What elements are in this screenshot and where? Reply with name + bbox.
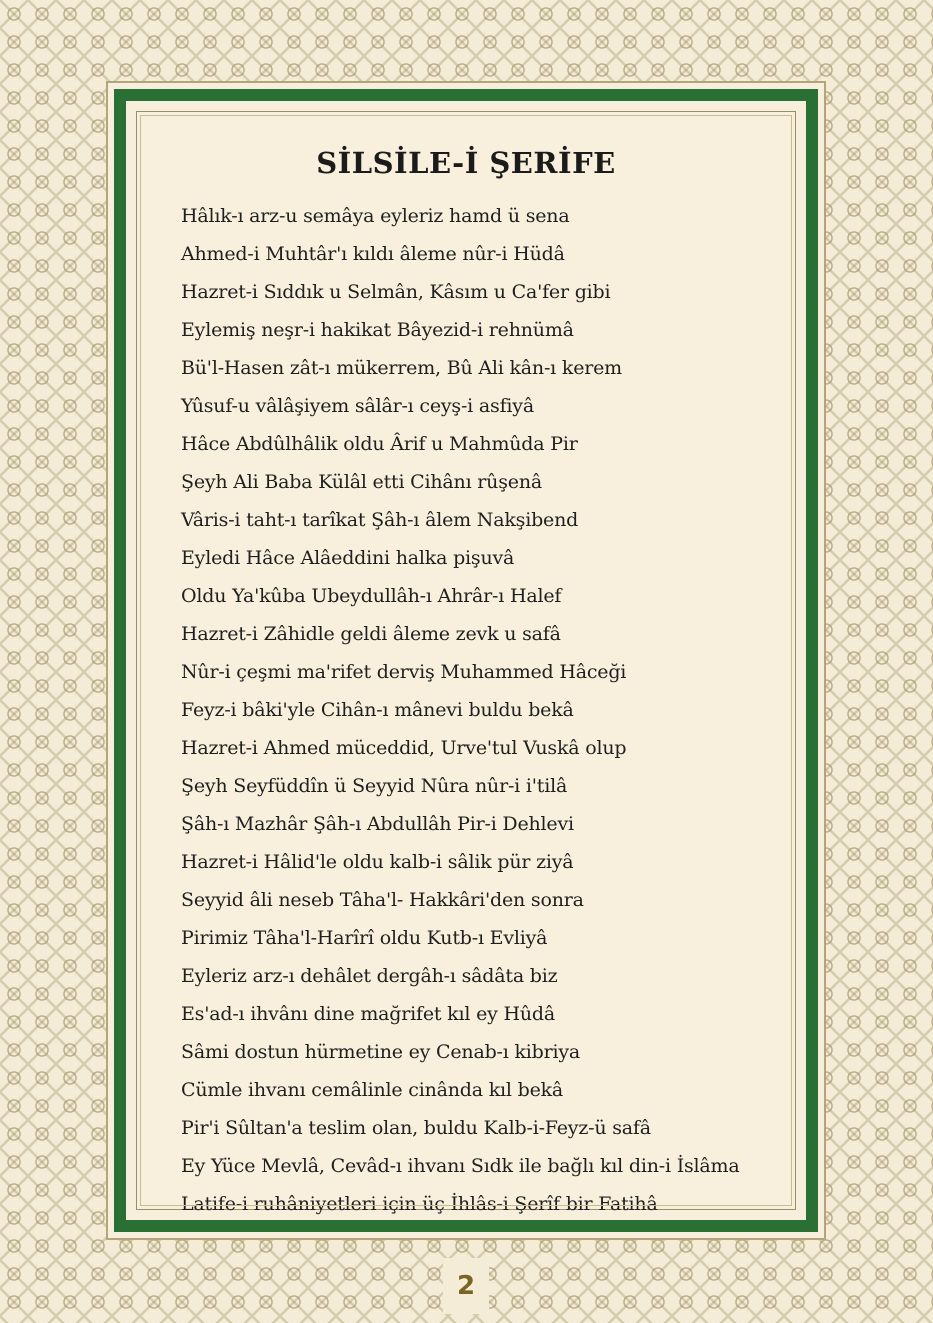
verse-line: Bü'l-Hasen zât-ı mükerrem, Bû Ali kân-ı kerem [181,357,622,379]
verse-line: Hazret-i Hâlid'le oldu kalb-i sâlik pür ziyâ [181,851,574,873]
verse-line: Şeyh Seyfüddîn ü Seyyid Nûra nûr-i i'tilâ [181,775,568,797]
verse-list [181,197,740,1223]
verse-line: Hâce Abdûlhâlik oldu Ârif u Mahmûda Pir [181,433,578,455]
verse-line: Sâmi dostun hürmetine ey Cenab-ı kibriya [181,1041,581,1063]
verse-line: Hazret-i Ahmed müceddid, Urve'tul Vuskâ olup [181,737,627,759]
page-number: 2 [456,1271,476,1301]
verse-line: Eyledi Hâce Alâeddini halka pişuvâ [181,547,515,569]
verse-line: Şeyh Ali Baba Külâl etti Cihânı rûşenâ [181,471,542,493]
verse-line: Eyleriz arz-ı dehâlet dergâh-ı sâdâta biz [181,965,558,987]
verse-line: Hazret-i Sıddık u Selmân, Kâsım u Ca'fer gibi [181,281,611,303]
page-title: SİLSİLE-İ ŞERİFE [316,146,616,180]
verse-line: Seyyid âli neseb Tâha'l- Hakkâri'den sonra [181,889,584,911]
verse-line: Cümle ihvanı cemâlinle cinânda kıl bekâ [181,1079,564,1101]
verse-line: Pirimiz Tâha'l-Harîrî oldu Kutb-ı Evliyâ [181,927,548,949]
verse-line: Latife-i ruhâniyetleri için üç İhlâs-i Şerîf bir Fatihâ [181,1193,658,1215]
verse-line: Feyz-i bâki'yle Cihân-ı mânevi buldu bekâ [181,699,574,721]
verse-line: Hâlık-ı arz-u semâya eyleriz hamd ü sena [181,205,570,227]
verse-line: Şâh-ı Mazhâr Şâh-ı Abdullâh Pir-i Dehlevi [181,813,574,835]
green-frame [114,89,818,1232]
verse-line: Pir'i Sûltan'a teslim olan, buldu Kalb-i-Feyz-ü safâ [181,1117,651,1139]
content-panel [136,111,796,1215]
verse-line: Yûsuf-u vâlâşiyem sâlâr-ı ceyş-i asfiyâ [181,395,534,417]
verse-line: Ahmed-i Muhtâr'ı kıldı âleme nûr-i Hüdâ [181,243,565,265]
verse-line: Eylemiş neşr-i hakikat Bâyezid-i rehnümâ [181,319,574,341]
page-number-box [443,1258,489,1314]
verse-line: Nûr-i çeşmi ma'rifet derviş Muhammed Hâceği [181,661,627,683]
verse-line: Vâris-i taht-ı tarîkat Şâh-ı âlem Nakşibend [181,509,579,531]
verse-line: Hazret-i Zâhidle geldi âleme zevk u safâ [181,623,561,645]
verse-line: Oldu Ya'kûba Ubeydullâh-ı Ahrâr-ı Halef [181,585,562,607]
verse-line: Es'ad-ı ihvânı dine mağrifet kıl ey Hûdâ [181,1003,555,1025]
verse-line: Ey Yüce Mevlâ, Cevâd-ı ihvanı Sıdk ile bağlı kıl din-i İslâma [181,1155,740,1177]
